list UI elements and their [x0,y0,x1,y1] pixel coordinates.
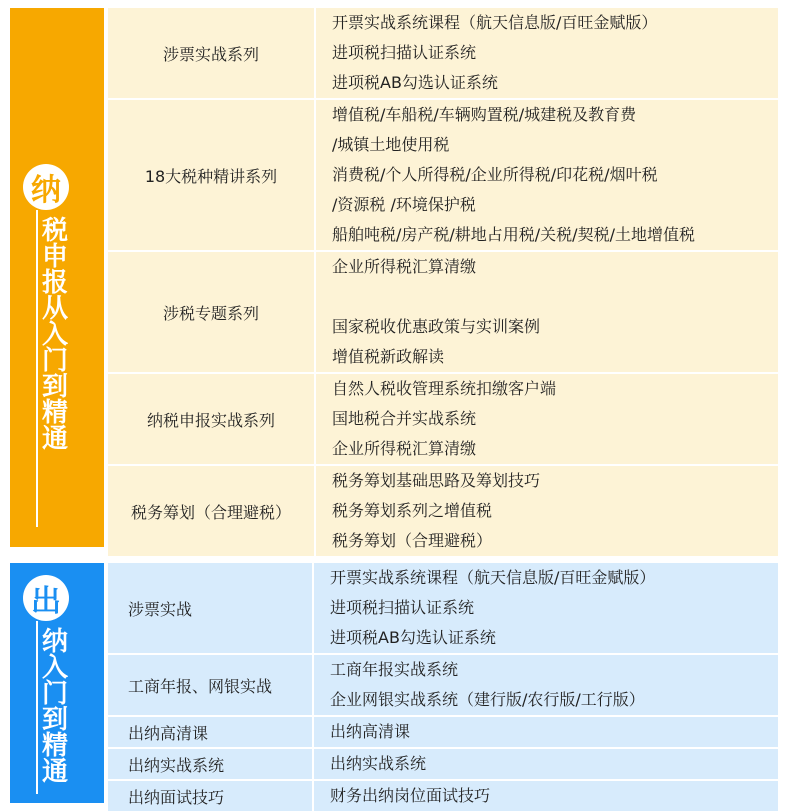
course-item-list [316,100,778,250]
course-item: /资源税 /环境保护税 [332,195,476,214]
course-item-list [314,563,778,653]
course-item: 国地税合并实战系统 [332,409,477,428]
cashier-side-title: 纳入门到精通 [41,627,68,787]
course-category: 涉税专题系列 [108,252,316,372]
course-item: 国家税收优惠政策与实训案例 [332,317,541,336]
course-item: 税务筹划基础思路及筹划技巧 [332,471,541,490]
course-row [108,372,778,464]
course-row [108,563,778,653]
cashier-course-table [108,563,778,807]
course-item: 出纳高清课 [330,722,411,741]
course-row [108,8,778,98]
course-row [108,98,778,250]
course-category: 出纳高清课 [108,717,314,747]
course-item: 进项税扫描认证系统 [332,43,477,62]
course-row [108,464,778,556]
course-row [108,747,778,779]
course-item: /城镇土地使用税 [332,135,450,154]
course-item-list [316,8,778,98]
course-item: 进项税AB勾选认证系统 [332,73,498,92]
course-item-list [314,781,778,811]
course-item-list [314,655,778,715]
course-item-list [314,717,778,747]
course-category: 涉票实战系列 [108,8,316,98]
course-item: 船舶吨税/房产税/耕地占用税/关税/契税/土地增值税 [332,225,695,244]
course-item: 自然人税收管理系统扣缴客户端 [332,379,557,398]
course-row [108,779,778,811]
cashier-badge: 出 [23,575,69,621]
tax-side-banner [10,8,104,547]
course-item-list [316,466,778,556]
cashier-panel [10,563,778,807]
course-row [108,250,778,372]
course-item: 进项税扫描认证系统 [330,598,475,617]
course-item: 进项税AB勾选认证系统 [330,628,496,647]
course-item: 增值税/车船税/车辆购置税/城建税及教育费 [332,105,637,124]
course-item: 工商年报实战系统 [330,660,459,679]
cashier-side-banner [10,563,104,803]
course-item: 税务筹划系列之增值税 [332,501,493,520]
tax-badge: 纳 [23,164,69,210]
course-item: 开票实战系统课程（航天信息版/百旺金赋版） [330,568,656,587]
tax-side-divider [36,210,38,527]
course-item: 税务筹划（合理避税） [332,531,493,550]
course-row [108,715,778,747]
course-item: 出纳实战系统 [330,754,427,773]
course-item: 开票实战系统课程（航天信息版/百旺金赋版） [332,13,658,32]
cashier-side-divider [36,621,38,794]
tax-side-title: 税申报从入门到精通 [41,216,68,454]
course-item-list [316,374,778,464]
course-item: 财务出纳岗位面试技巧 [330,786,491,805]
course-category: 出纳面试技巧 [108,781,314,811]
course-item: 企业网银实战系统（建行版/农行版/工行版） [330,690,645,709]
course-category: 18大税种精讲系列 [108,100,316,250]
course-item: 增值税新政解读 [332,347,445,366]
tax-declaration-panel [10,8,778,550]
course-category: 税务筹划（合理避税） [108,466,316,556]
course-item-list [316,252,778,372]
tax-course-table [108,8,778,550]
course-category: 出纳实战系统 [108,749,314,779]
course-row [108,653,778,715]
course-item-list [314,749,778,779]
course-item: 消费税/个人所得税/企业所得税/印花税/烟叶税 [332,165,658,184]
course-category: 工商年报、网银实战 [108,655,314,715]
course-category: 纳税申报实战系列 [108,374,316,464]
course-item [332,282,778,312]
course-category: 涉票实战 [108,563,314,653]
course-item: 企业所得税汇算清缴 [332,439,477,458]
course-item: 企业所得税汇算清缴 [332,257,477,276]
